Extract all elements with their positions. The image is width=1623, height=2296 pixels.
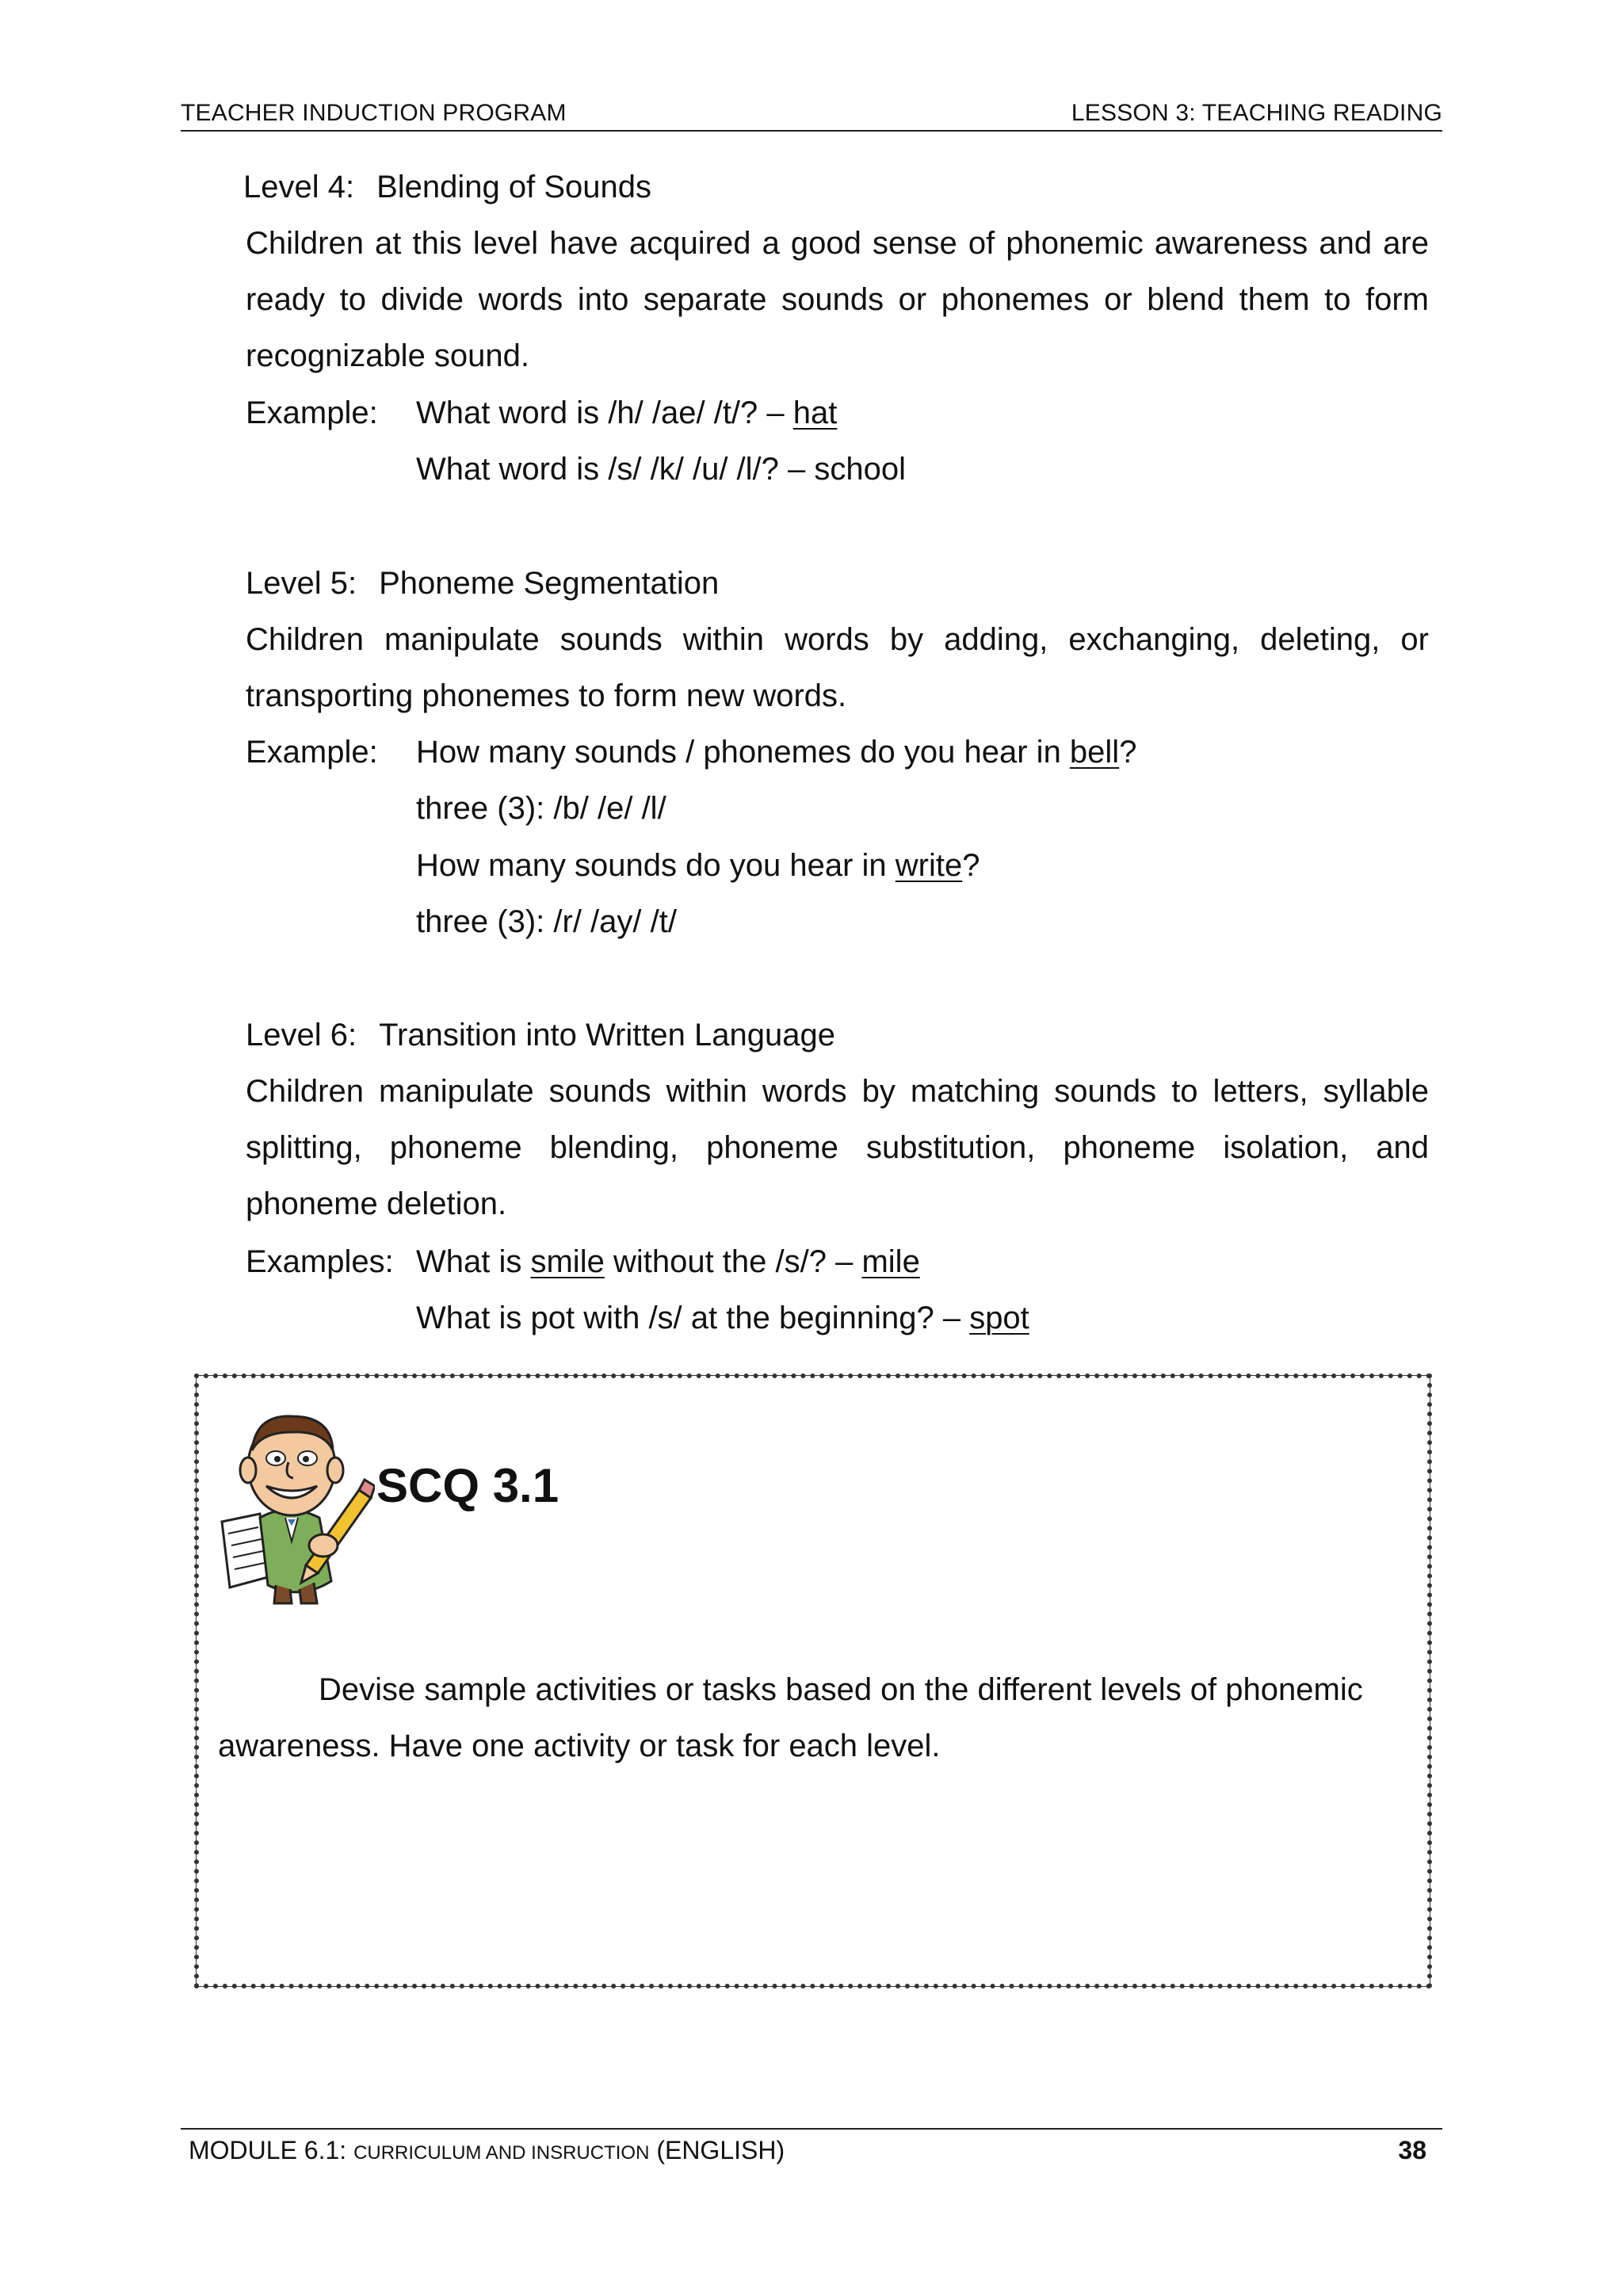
level5-answer-2: three (3): /r/ /ay/ /t/ — [416, 904, 677, 939]
scq-title: SCQ 3.1 — [376, 1459, 559, 1512]
header-program: TEACHER INDUCTION PROGRAM — [181, 100, 567, 126]
scq-question: Devise sample activities or tasks based on the different levels of phonemic awareness. Have one activity or task for each level. — [218, 1672, 1363, 1763]
level6-example-1: What is smile without the /s/? – mile — [416, 1244, 920, 1279]
teacher-with-pencil-icon — [212, 1407, 375, 1605]
page-number: 38 — [1398, 2136, 1426, 2164]
level5-question-1: How many sounds / phonemes do you hear in bell? — [416, 735, 1137, 770]
level5-question-2: How many sounds do you hear in write? — [416, 848, 980, 883]
header-lesson: LESSON 3: TEACHING READING — [1071, 100, 1442, 126]
level4-body: Children at this level have acquired a good sense of phonemic awareness and are ready to divide words into separate sounds or phonemes or blend them to form recognizable sound. — [246, 226, 1429, 373]
level6-body: Children manipulate sounds within words by matching sounds to letters, syllable splitting, phoneme blending, phoneme substitution, phoneme isolation, and phoneme deletion. — [246, 1074, 1429, 1221]
footer-module: MODULE 6.1: CURRICULUM AND INSRUCTION (ENGLISH) — [189, 2136, 785, 2164]
page-header — [181, 95, 1442, 132]
level6-heading: Level 6: Transition into Written Language — [246, 1018, 836, 1052]
level5-example-label: Example: — [246, 735, 378, 770]
level4-example-2: What word is /s/ /k/ /u/ /l/? – school — [416, 452, 907, 487]
level5-body: Children manipulate sounds within words by adding, exchanging, deleting, or transporting phonemes to form new words. — [246, 622, 1429, 713]
page-footer — [181, 2128, 1442, 2164]
level6-example-label: Examples: — [246, 1244, 394, 1279]
level4-heading: Level 4: Blending of Sounds — [243, 170, 652, 204]
level4-example-1: What word is /h/ /ae/ /t/? – hat — [416, 395, 838, 430]
level6-example-2: What is pot with /s/ at the beginning? – spot — [416, 1301, 1029, 1335]
level5-heading: Level 5: Phoneme Segmentation — [246, 566, 720, 601]
level4-example-label: Example: — [246, 395, 378, 430]
level5-answer-1: three (3): /b/ /e/ /l/ — [416, 791, 666, 826]
